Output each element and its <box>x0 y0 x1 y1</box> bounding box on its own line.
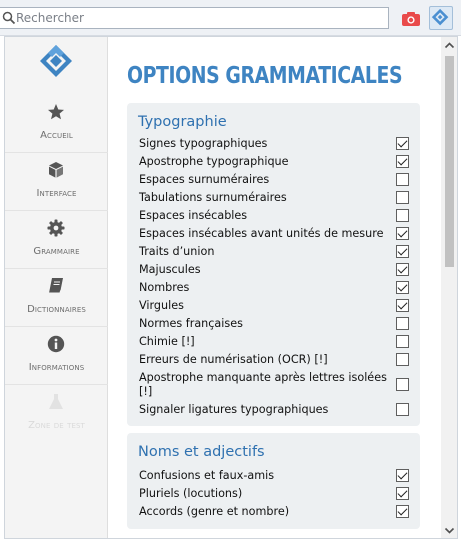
option-row[interactable] <box>139 173 409 187</box>
option-row[interactable] <box>139 155 409 169</box>
section-typographie <box>127 103 420 426</box>
search-icon <box>2 11 16 25</box>
option-checkbox[interactable] <box>396 209 409 222</box>
search-input[interactable] <box>16 9 376 27</box>
option-row[interactable] <box>139 263 409 277</box>
option-row[interactable] <box>139 403 409 417</box>
options-panel <box>4 36 458 539</box>
option-checkbox[interactable] <box>396 469 409 482</box>
option-row[interactable] <box>139 353 409 367</box>
option-checkbox[interactable] <box>396 335 409 348</box>
section-noms-et-adjectifs <box>127 433 420 529</box>
option-label: Apostrophe typographique <box>139 155 289 168</box>
option-label: Chimie [!] <box>139 335 195 348</box>
sidebar-item-zone-de-test <box>5 385 108 443</box>
option-label: Tabulations surnuméraires <box>139 191 287 204</box>
main-content <box>109 37 441 539</box>
option-label: Signaler ligatures typographiques <box>139 403 329 416</box>
sidebar-item-label: Interface <box>36 188 77 199</box>
option-label: Normes françaises <box>139 317 243 330</box>
sidebar-item-grammaire[interactable] <box>5 211 108 269</box>
option-checkbox[interactable] <box>396 263 409 276</box>
option-label: Confusions et faux-amis <box>139 469 275 482</box>
option-label: Pluriels (locutions) <box>139 487 243 500</box>
sidebar-item-dictionnaires[interactable] <box>5 269 108 327</box>
option-checkbox[interactable] <box>396 403 409 416</box>
option-row[interactable] <box>139 299 409 313</box>
option-label: Majuscules <box>139 263 201 276</box>
sidebar-item-label: Informations <box>28 362 85 373</box>
option-checkbox[interactable] <box>396 505 409 518</box>
option-checkbox[interactable] <box>396 317 409 330</box>
scroll-down-arrow-icon[interactable] <box>441 522 458 539</box>
option-checkbox[interactable] <box>396 353 409 366</box>
option-checkbox[interactable] <box>396 137 409 150</box>
book-icon <box>47 277 65 295</box>
option-label: Virgules <box>139 299 184 312</box>
option-row[interactable] <box>139 281 409 295</box>
option-row[interactable] <box>139 317 409 331</box>
option-row[interactable] <box>139 487 409 501</box>
sidebar-item-label: Zone de test <box>28 420 85 431</box>
option-row[interactable] <box>139 335 409 349</box>
option-row[interactable] <box>139 505 409 519</box>
scroll-up-arrow-icon[interactable] <box>441 37 458 54</box>
option-row[interactable] <box>139 137 409 151</box>
sidebar-item-informations[interactable] <box>5 327 108 385</box>
option-row[interactable] <box>139 209 409 223</box>
sidebar <box>5 37 108 539</box>
option-label: Apostrophe manquante après lettres isolées [!] <box>139 371 387 398</box>
browser-toolbar <box>0 0 461 36</box>
camera-icon[interactable] <box>400 8 422 30</box>
sidebar-item-label: Accueil <box>40 130 73 141</box>
option-checkbox[interactable] <box>396 227 409 240</box>
option-checkbox[interactable] <box>396 245 409 258</box>
option-row[interactable] <box>139 245 409 259</box>
info-icon <box>47 335 65 353</box>
flask-icon <box>47 393 65 411</box>
option-label: Accords (genre et nombre) <box>139 505 290 518</box>
option-checkbox[interactable] <box>396 299 409 312</box>
sidebar-item-interface[interactable] <box>5 153 108 211</box>
option-checkbox[interactable] <box>396 191 409 204</box>
option-row[interactable] <box>139 371 409 399</box>
option-label: Espaces insécables <box>139 209 248 222</box>
grammalecte-extension-button[interactable] <box>429 6 453 30</box>
option-checkbox[interactable] <box>396 155 409 168</box>
option-checkbox[interactable] <box>396 487 409 500</box>
grammalecte-extension-icon <box>430 7 452 29</box>
option-label: Espaces insécables avant unités de mesure <box>139 227 384 240</box>
section-title: Typographie <box>138 114 227 130</box>
section-title: Noms et adjectifs <box>138 444 265 460</box>
option-checkbox[interactable] <box>396 173 409 186</box>
scrollbar-thumb[interactable] <box>445 56 454 267</box>
grammalecte-logo-icon <box>38 43 74 79</box>
option-checkbox[interactable] <box>396 281 409 294</box>
option-row[interactable] <box>139 227 409 241</box>
option-label: Nombres <box>139 281 190 294</box>
page-title: OPTIONS GRAMMATICALES <box>127 63 403 89</box>
option-checkbox[interactable] <box>396 378 409 391</box>
option-label: Espaces surnuméraires <box>139 173 270 186</box>
gear-icon <box>47 219 65 237</box>
option-row[interactable] <box>139 469 409 483</box>
sidebar-item-accueil[interactable] <box>5 95 108 153</box>
option-row[interactable] <box>139 191 409 205</box>
search-box[interactable] <box>0 7 389 29</box>
star-icon <box>47 103 65 121</box>
sidebar-item-label: Grammaire <box>33 246 80 257</box>
cube-icon <box>47 161 65 179</box>
sidebar-item-label: Dictionnaires <box>27 304 86 315</box>
vertical-scrollbar[interactable] <box>441 37 458 539</box>
option-label: Signes typographiques <box>139 137 268 150</box>
option-label: Traits d’union <box>139 245 215 258</box>
option-label: Erreurs de numérisation (OCR) [!] <box>139 353 328 366</box>
